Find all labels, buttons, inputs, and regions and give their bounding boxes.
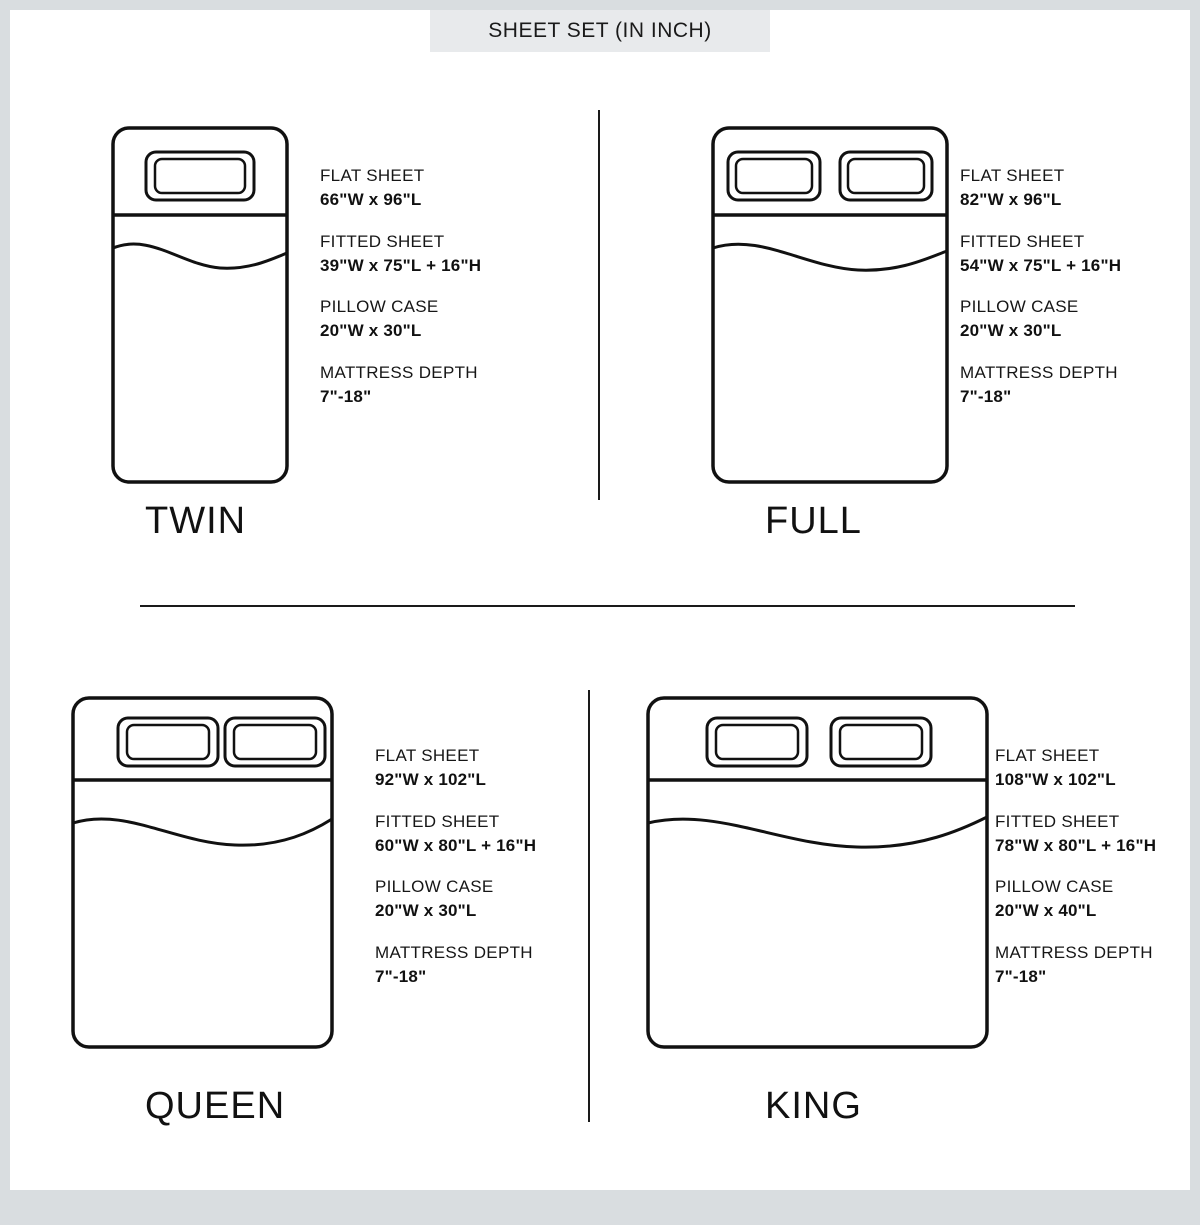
spec-value: 20"W x 30"L (320, 321, 422, 341)
bed-size-label-queen: QUEEN (145, 1085, 286, 1127)
spec-item (320, 165, 580, 213)
spec-item (960, 165, 1200, 213)
spec-value: 7"-18" (375, 966, 427, 986)
spec-value: 54"W x 75"L + 16"H (960, 255, 1122, 275)
bed-illustration-queen (70, 695, 335, 1050)
bed-illustration-king (645, 695, 990, 1050)
bed-card-king (605, 665, 1185, 1225)
spec-item (320, 296, 580, 344)
spec-item (320, 362, 580, 410)
spec-item (960, 231, 1200, 279)
bed-size-label-twin: TWIN (145, 500, 247, 542)
bed-card-queen (15, 665, 595, 1225)
spec-label: MATTRESS DEPTH (960, 362, 1118, 382)
spec-label: FITTED SHEET (960, 231, 1085, 251)
spec-item (320, 231, 580, 279)
spec-value: 78"W x 80"L + 16"H (995, 835, 1157, 855)
spec-value: 108"W x 102"L (995, 769, 1116, 789)
spec-value: 20"W x 30"L (960, 321, 1062, 341)
diagram-panel (10, 10, 1190, 1190)
bed-illustration-full (710, 125, 950, 485)
spec-item (995, 876, 1200, 924)
spec-label: PILLOW CASE (320, 297, 439, 317)
spec-item (375, 745, 635, 793)
spec-label: FLAT SHEET (960, 166, 1065, 185)
spec-label: MATTRESS DEPTH (995, 942, 1153, 962)
spec-item (995, 942, 1200, 990)
spec-list-twin (320, 165, 580, 427)
spec-value: 7"-18" (960, 386, 1012, 406)
spec-value: 39"W x 75"L + 16"H (320, 255, 482, 275)
spec-label: FLAT SHEET (320, 166, 425, 185)
spec-item (960, 296, 1200, 344)
spec-label: PILLOW CASE (375, 877, 494, 897)
spec-item (375, 942, 635, 990)
spec-item (995, 745, 1200, 793)
divider-vertical-top (598, 110, 600, 500)
spec-value: 20"W x 30"L (375, 901, 477, 921)
spec-label: PILLOW CASE (960, 297, 1079, 317)
bed-card-full (605, 85, 1185, 645)
bed-size-label-full: FULL (765, 500, 862, 542)
spec-label: FITTED SHEET (375, 811, 500, 831)
spec-label: MATTRESS DEPTH (320, 362, 478, 382)
spec-list-king (995, 745, 1200, 1007)
spec-label: FITTED SHEET (320, 231, 445, 251)
spec-value: 66"W x 96"L (320, 189, 422, 209)
spec-label: PILLOW CASE (995, 877, 1114, 897)
spec-label: FITTED SHEET (995, 811, 1120, 831)
bed-size-label-king: KING (765, 1085, 862, 1127)
page-title: SHEET SET (IN INCH) (488, 19, 712, 42)
spec-item (960, 362, 1200, 410)
spec-value: 7"-18" (995, 966, 1047, 986)
spec-item (375, 811, 635, 859)
bed-illustration-twin (110, 125, 290, 485)
bed-card-twin (15, 85, 595, 645)
spec-value: 82"W x 96"L (960, 189, 1062, 209)
spec-value: 60"W x 80"L + 16"H (375, 835, 537, 855)
spec-label: MATTRESS DEPTH (375, 942, 533, 962)
spec-label: FLAT SHEET (375, 746, 480, 765)
spec-label: FLAT SHEET (995, 746, 1100, 765)
spec-value: 20"W x 40"L (995, 901, 1097, 921)
spec-list-queen (375, 745, 635, 1007)
spec-list-full (960, 165, 1200, 427)
spec-item (375, 876, 635, 924)
spec-value: 92"W x 102"L (375, 769, 487, 789)
spec-item (995, 811, 1200, 859)
spec-value: 7"-18" (320, 386, 372, 406)
